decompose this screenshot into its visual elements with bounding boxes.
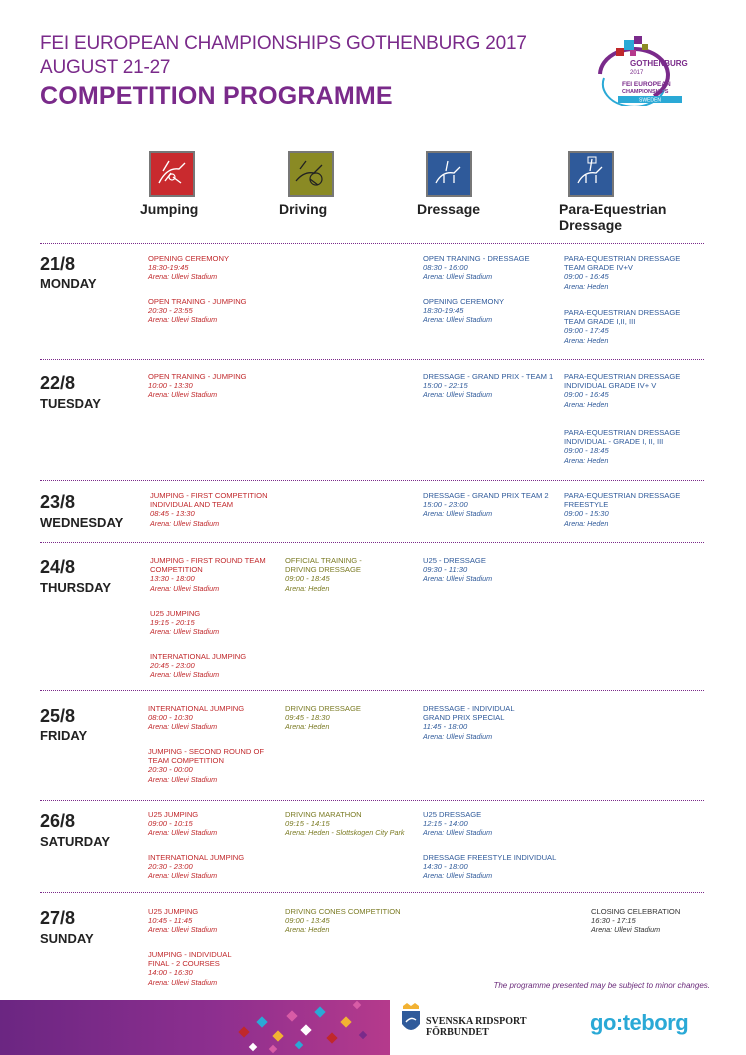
day-date: 23/8 (40, 492, 76, 512)
day-date: 21/8 (40, 254, 76, 274)
row-separator (40, 892, 704, 893)
day-date: 22/8 (40, 373, 76, 393)
disclaimer-note: The programme presented may be subject to minor changes. (493, 981, 710, 990)
discipline-jumping (140, 151, 270, 217)
day-name: FRIDAY (40, 728, 88, 743)
event-item: JUMPING - SECOND ROUND OF TEAM COMPETITION 20:30 - 00:00 Arena: Ullevi Stadium (148, 747, 265, 784)
shield-crown-icon (400, 1002, 422, 1036)
event-item: JUMPING - INDIVIDUAL FINAL - 2 COURSES 14:00 - 16:30 Arena: Ullevi Stadium (148, 950, 232, 987)
event-item: U25 JUMPING 10:45 - 11:45 Arena: Ullevi Stadium (148, 907, 218, 935)
discipline-label: Dressage (417, 201, 481, 217)
row-separator (40, 480, 704, 481)
event-item: INTERNATIONAL JUMPING 08:00 - 10:30 Arena: Ullevi Stadium (148, 704, 245, 732)
discipline-driving (279, 151, 409, 217)
discipline-label: Driving (279, 201, 328, 217)
event-item: DRESSAGE - INDIVIDUAL GRAND PRIX SPECIAL 11:45 - 18:00 Arena: Ullevi Stadium (423, 704, 515, 741)
event-item: DRESSAGE FREESTYLE INDIVIDUAL 14:30 - 18:00 Arena: Ullevi Stadium (423, 853, 557, 881)
day-name: THURSDAY (40, 580, 112, 595)
row-separator (40, 800, 704, 801)
event-item: JUMPING - FIRST ROUND TEAM COMPETITION 13:30 - 18:00 Arena: Ullevi Stadium (150, 556, 266, 593)
logo-year: 2017 (630, 70, 644, 76)
driving-icon (288, 151, 334, 197)
day-name: MONDAY (40, 276, 97, 291)
event-item: U25 JUMPING 19:15 - 20:15 Arena: Ullevi Stadium (150, 609, 220, 637)
day-name: WEDNESDAY (40, 515, 124, 530)
discipline-label: Jumping (140, 201, 199, 217)
sponsor-name-2: FÖRBUNDET (426, 1027, 489, 1038)
day-date: 26/8 (40, 811, 76, 831)
dressage-icon (426, 151, 472, 197)
sponsor-svenska-ridsport (400, 998, 540, 1038)
logo-champ: CHAMPIONSHIPS (622, 89, 669, 95)
mosaic-decoration (230, 998, 400, 1055)
event-item: DRESSAGE - GRAND PRIX TEAM 2 15:00 - 23:00 Arena: Ullevi Stadium (423, 491, 549, 519)
sponsor-goteborg: go:teborg (590, 1010, 689, 1035)
event-item: OPENING CEREMONY 18:30-19:45 Arena: Ullevi Stadium (423, 297, 505, 325)
sponsor-name-1: SVENSKA RIDSPORT (426, 1016, 527, 1027)
discipline-para-dressage (559, 151, 699, 233)
event-item: OPEN TRANING - JUMPING 20:30 - 23:55 Arena: Ullevi Stadium (148, 297, 247, 325)
event-item: PARA-EQUESTRIAN DRESSAGE INDIVIDUAL - GRADE I, II, III 09:00 - 18:45 Arena: Heden (564, 428, 681, 465)
logo-city: GOTHENBURG (630, 59, 688, 68)
event-item: OFFICIAL TRAINING - DRIVING DRESSAGE 09:00 - 18:45 Arena: Heden (285, 556, 362, 593)
event-item: PARA-EQUESTRIAN DRESSAGE TEAM GRADE I,II, III 09:00 - 17:45 Arena: Heden (564, 308, 681, 345)
event-item: PARA-EQUESTRIAN DRESSAGE TEAM GRADE IV+V 09:00 - 16:45 Arena: Heden (564, 254, 681, 291)
event-item: JUMPING - FIRST COMPETITION INDIVIDUAL AND TEAM 08:45 - 13:30 Arena: Ullevi Stadium (150, 491, 268, 528)
day-date: 25/8 (40, 706, 76, 726)
header-line-1: FEI EUROPEAN CHAMPIONSHIPS GOTHENBURG 2017 (40, 33, 527, 54)
row-separator (40, 690, 704, 691)
championship-logo (594, 34, 706, 106)
event-item: OPENING CEREMONY 18:30-19:45 Arena: Ullevi Stadium (148, 254, 230, 282)
logo-country: SWEDEN (639, 97, 661, 104)
discipline-dressage (417, 151, 547, 217)
event-item: U25 - DRESSAGE 09:30 - 11:30 Arena: Ullevi Stadium (423, 556, 493, 584)
event-item: OPEN TRANING - DRESSAGE 08:30 - 16:00 Arena: Ullevi Stadium (423, 254, 530, 282)
event-item: OPEN TRANING - JUMPING 10:00 - 13:30 Arena: Ullevi Stadium (148, 372, 247, 400)
event-item: DRIVING MARATHON 09:15 - 14:15 Arena: Heden - Slottskogen City Park (285, 810, 405, 838)
row-separator (40, 243, 704, 244)
event-item: INTERNATIONAL JUMPING 20:30 - 23:00 Arena: Ullevi Stadium (148, 853, 245, 881)
day-date: 24/8 (40, 557, 76, 577)
day-date: 27/8 (40, 908, 76, 928)
event-item: U25 JUMPING 09:00 - 10:15 Arena: Ullevi Stadium (148, 810, 218, 838)
event-item: CLOSING CELEBRATION 16:30 - 17:15 Arena: Ullevi Stadium (591, 907, 681, 935)
event-item: U25 DRESSAGE 12:15 - 14:00 Arena: Ullevi Stadium (423, 810, 493, 838)
header-line-2: AUGUST 21-27 (40, 57, 171, 78)
event-item: PARA-EQUESTRIAN DRESSAGE INDIVIDUAL GRADE IV+ V 09:00 - 16:45 Arena: Heden (564, 372, 681, 409)
row-separator (40, 359, 704, 360)
page-title: COMPETITION PROGRAMME (40, 82, 393, 110)
event-item: PARA-EQUESTRIAN DRESSAGE FREESTYLE 09:00 - 15:30 Arena: Heden (564, 491, 681, 528)
discipline-label: Para-Equestrian Dressage (559, 201, 667, 233)
row-separator (40, 542, 704, 543)
jumping-icon (149, 151, 195, 197)
day-name: SUNDAY (40, 931, 94, 946)
event-item: DRIVING DRESSAGE 09:45 - 18:30 Arena: Heden (285, 704, 361, 732)
event-item: DRIVING CONES COMPETITION 09:00 - 13:45 Arena: Heden (285, 907, 401, 935)
event-item: INTERNATIONAL JUMPING 20:45 - 23:00 Arena: Ullevi Stadium (150, 652, 247, 680)
day-name: TUESDAY (40, 396, 101, 411)
day-name: SATURDAY (40, 834, 111, 849)
event-item: DRESSAGE - GRAND PRIX - TEAM 1 15:00 - 22:15 Arena: Ullevi Stadium (423, 372, 554, 400)
para-dressage-icon (568, 151, 614, 197)
logo-fei: FEI EUROPEAN (622, 81, 671, 88)
